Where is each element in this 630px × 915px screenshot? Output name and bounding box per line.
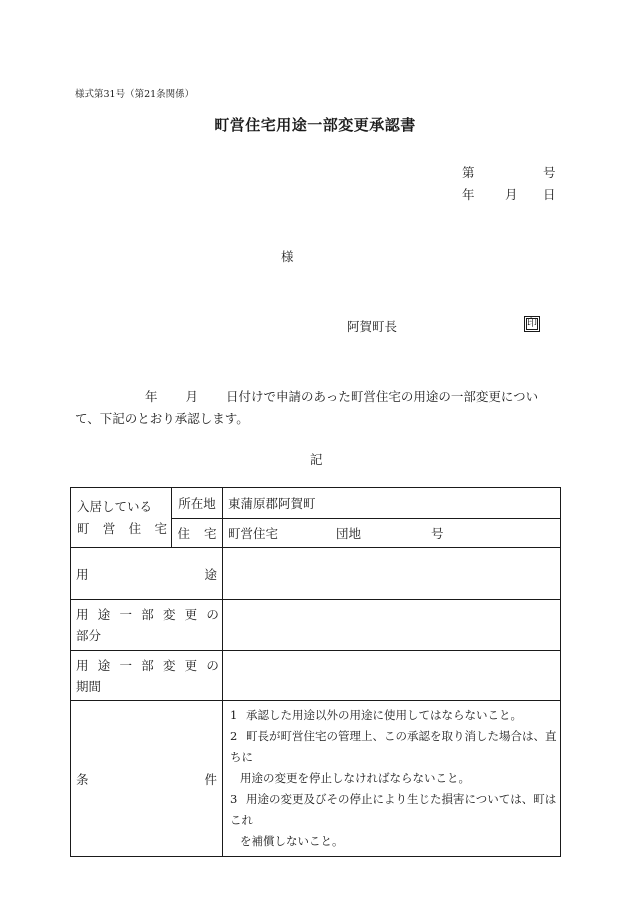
list-item: 2 町長が町営住宅の管理上、この承認を取り消した場合は、直ちに — [230, 729, 557, 764]
location-value: 東蒲原郡阿賀町 — [223, 488, 561, 519]
conditions-list — [223, 701, 561, 857]
addressee-honorific: 様 — [281, 249, 294, 264]
part-value — [223, 600, 561, 651]
seal-label: 印 — [527, 318, 537, 329]
list-item: 1 承認した用途以外の用途に使用してはならないこと。 — [230, 708, 522, 722]
date-year: 年 — [462, 187, 475, 202]
part-label: 用 途 一 部 変 更 の 部分 — [71, 600, 223, 651]
form-number: 様式第31号（第21条関係） — [75, 89, 195, 100]
table-row — [71, 701, 561, 857]
list-item-continued: 用途の変更を停止しなければならないこと。 — [240, 771, 470, 785]
body-date-year: 年 — [145, 389, 158, 404]
conditions-label: 条 件 — [71, 701, 223, 857]
period-label: 用 途 一 部 変 更 の 期間 — [71, 651, 223, 701]
table-row — [71, 651, 561, 701]
period-value — [223, 651, 561, 701]
body-text: 日付けで申請のあった町営住宅の用途の一部変更について、下記のとおり承認します。 — [75, 389, 539, 426]
resident-label-line2: 町 営 住 宅 — [77, 520, 167, 536]
record-heading: 記 — [310, 452, 323, 467]
table-row — [71, 488, 561, 519]
approval-details-table — [70, 487, 561, 857]
body-date-month: 月 — [185, 389, 199, 404]
official-seal-mark — [524, 316, 540, 332]
use-value — [223, 548, 561, 600]
resident-label-line1: 入居している — [77, 498, 153, 514]
issuer-name: 阿賀町長 — [347, 319, 398, 334]
body-paragraph — [75, 386, 557, 430]
house-value: 町営住宅 団地 号 — [223, 519, 561, 548]
resident-housing-label — [71, 488, 172, 548]
table-row — [71, 600, 561, 651]
doc-number-suffix: 号 — [543, 165, 556, 180]
doc-number-prefix: 第 — [462, 165, 475, 180]
use-label: 用 途 — [71, 548, 223, 600]
house-label: 住 宅 — [172, 519, 223, 548]
location-label: 所在地 — [172, 488, 223, 519]
list-item: 3 用途の変更及びその停止により生じた損害については、町はこれ — [230, 792, 557, 827]
date-month: 月 — [505, 187, 518, 202]
list-item-continued: を補償しないこと。 — [240, 834, 344, 848]
date-day: 日 — [543, 187, 556, 202]
document-title: 町営住宅用途一部変更承認書 — [214, 116, 416, 134]
table-row — [71, 548, 561, 600]
